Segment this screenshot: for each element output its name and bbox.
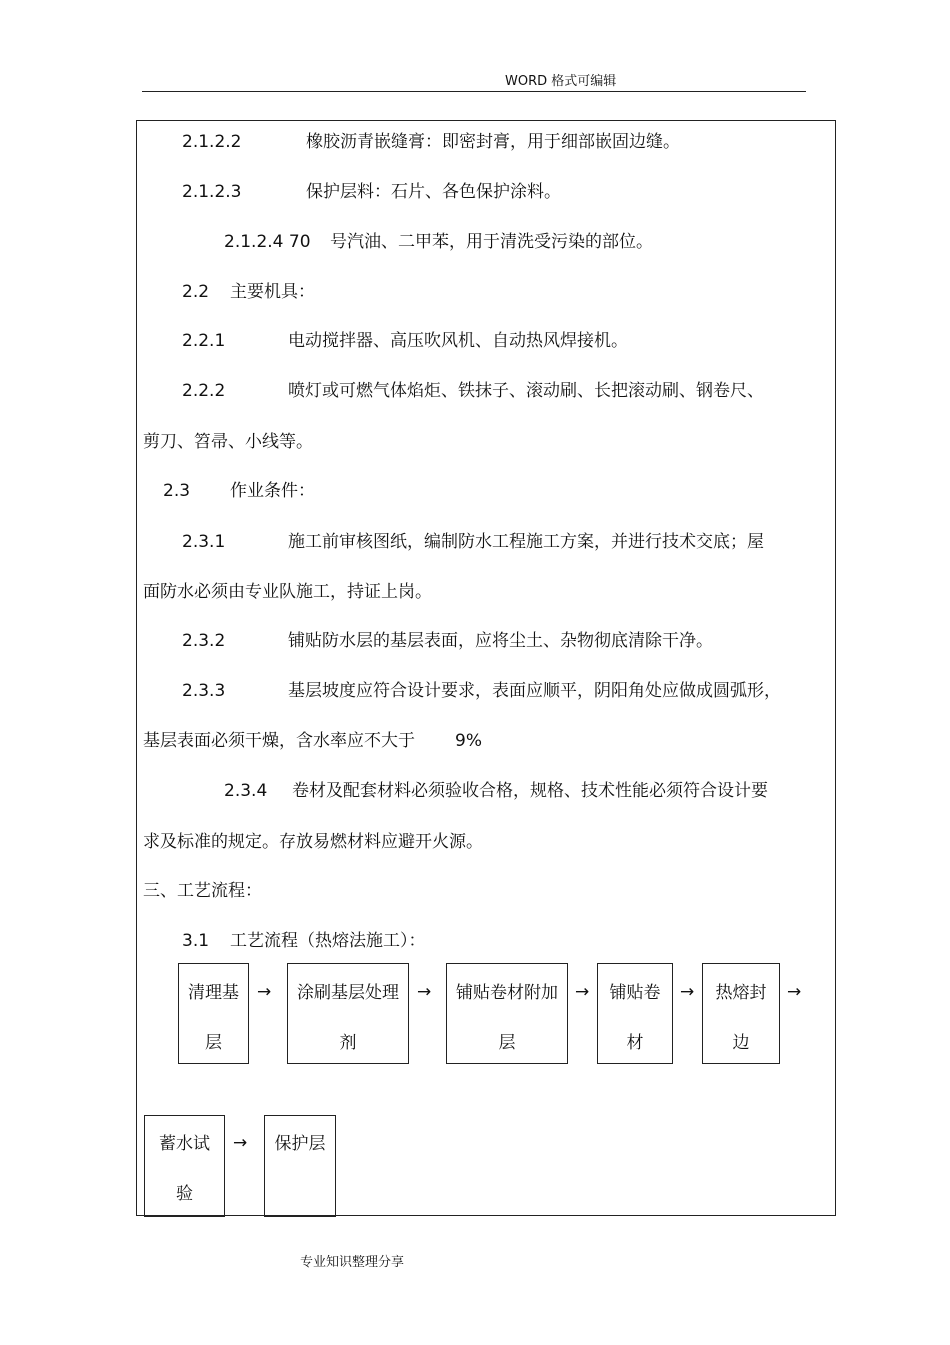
item-text: 电动搅拌器、高压吹风机、自动热风焊接机。 <box>288 331 628 351</box>
item-text: 卷材及配套材料必须验收合格，规格、技术性能必须符合设计要 <box>292 781 768 801</box>
flow-step-protective-layer <box>264 1115 336 1217</box>
flow-step-label: 清理基 <box>188 983 239 1003</box>
item-text-cont: 面防水必须由专业队施工，持证上岗。 <box>143 582 432 602</box>
chapter-title: 三、工艺流程： <box>143 881 262 901</box>
page-footer: 专业知识整理分享 <box>300 1255 405 1270</box>
flow-step-label: 层 <box>205 1033 222 1053</box>
header-rule <box>142 91 806 92</box>
section-number: 3.1 <box>182 931 210 951</box>
section-title: 工艺流程（热熔法施工）： <box>230 931 426 951</box>
flow-step-label: 层 <box>498 1033 516 1053</box>
flow-step-clean-base <box>178 963 249 1064</box>
moisture-value: 9% <box>455 731 482 751</box>
flow-step-label: 铺贴卷材附加 <box>456 983 558 1003</box>
item-text-cont: 剪刀、笤帚、小线等。 <box>143 432 313 452</box>
item-number: 2.1.2.2 <box>182 132 242 152</box>
flow-step-lay-membrane <box>597 963 673 1064</box>
arrow-right-icon: → <box>257 982 272 1002</box>
item-text: 铺贴防水层的基层表面，应将尘土、杂物彻底清除干净。 <box>288 631 713 651</box>
section-title: 作业条件： <box>230 481 315 501</box>
arrow-right-icon: → <box>233 1133 248 1153</box>
flow-step-label: 验 <box>176 1184 193 1204</box>
item-number: 2.2.2 <box>182 381 226 401</box>
flow-step-label: 蓄水试 <box>159 1134 210 1154</box>
flow-step-water-test <box>144 1115 225 1217</box>
item-text: 喷灯或可燃气体焰炬、铁抹子、滚动刷、长把滚动刷、钢卷尺、 <box>288 381 764 401</box>
section-number: 2.3 <box>163 481 191 501</box>
item-text: 保护层料：石片、各色保护涂料。 <box>306 182 561 202</box>
arrow-right-icon: → <box>787 982 802 1002</box>
flow-step-heat-seal <box>702 963 780 1064</box>
arrow-right-icon: → <box>575 982 590 1002</box>
item-number: 2.3.4 <box>224 781 268 801</box>
flow-step-primer <box>287 963 409 1064</box>
item-number: 2.3.1 <box>182 532 226 552</box>
item-text-cont: 求及标准的规定。存放易燃材料应避开火源。 <box>143 832 483 852</box>
item-number: 2.2.1 <box>182 331 226 351</box>
flow-step-label: 边 <box>732 1033 750 1053</box>
arrow-right-icon: → <box>417 982 432 1002</box>
flow-step-additional-layer <box>446 963 568 1064</box>
flow-step-label: 材 <box>626 1033 644 1053</box>
flow-step-label: 保护层 <box>274 1134 326 1154</box>
arrow-right-icon: → <box>680 982 695 1002</box>
item-text: 施工前审核图纸，编制防水工程施工方案，并进行技术交底；屋 <box>288 532 764 552</box>
section-number: 2.2 <box>182 282 210 302</box>
page-header: WORD 格式可编辑 <box>505 74 617 89</box>
item-text-cont: 基层表面必须干燥，含水率应不大于 <box>143 731 415 751</box>
item-number: 2.1.2.4 70 <box>224 232 311 252</box>
item-number: 2.3.2 <box>182 631 226 651</box>
flow-step-label: 铺贴卷 <box>609 983 661 1003</box>
item-number: 2.3.3 <box>182 681 226 701</box>
section-title: 主要机具： <box>230 282 315 302</box>
item-text: 橡胶沥青嵌缝膏：即密封膏，用于细部嵌固边缝。 <box>306 132 680 152</box>
item-number: 2.1.2.3 <box>182 182 242 202</box>
flow-step-label: 热熔封 <box>715 983 767 1003</box>
flow-step-label: 涂刷基层处理 <box>297 983 399 1003</box>
item-text: 基层坡度应符合设计要求，表面应顺平，阴阳角处应做成圆弧形， <box>288 681 781 701</box>
flow-step-label: 剂 <box>339 1033 357 1053</box>
item-text: 号汽油、二甲苯，用于清洗受污染的部位。 <box>330 232 653 252</box>
